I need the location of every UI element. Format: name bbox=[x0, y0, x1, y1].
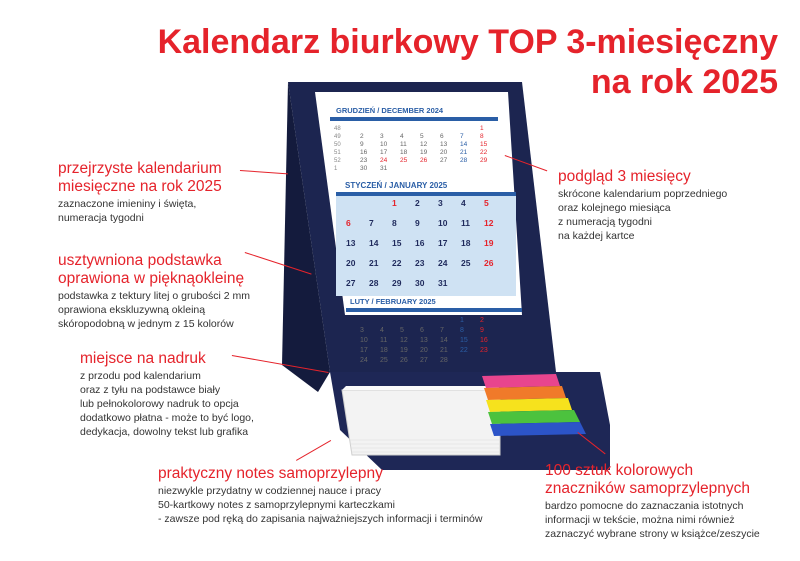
calendar-day: 31 bbox=[438, 278, 448, 288]
month-header-february: LUTY / FEBRUARY 2025 bbox=[350, 297, 436, 306]
feature-text: zaznaczone imieniny i święta, bbox=[58, 198, 197, 210]
calendar-day: 3 bbox=[438, 198, 443, 208]
feature-heading: 100 sztuk kolorowych bbox=[545, 462, 694, 479]
feature-text: oraz z tyłu na podstawce biały bbox=[80, 384, 221, 396]
calendar-day: 7 bbox=[440, 327, 444, 334]
calendar-day: 6 bbox=[420, 327, 424, 334]
feature-print-area bbox=[80, 350, 254, 439]
calendar-day: 15 bbox=[392, 238, 402, 248]
feature-text: bardzo pomocne do zaznaczania istotnych bbox=[545, 500, 744, 512]
feature-stand bbox=[58, 252, 250, 331]
calendar-day: 16 bbox=[415, 238, 425, 248]
calendar-day: 18 bbox=[461, 238, 471, 248]
feature-text: oprawiona ekskluzywną okleiną bbox=[58, 304, 206, 316]
feature-notepad bbox=[158, 465, 482, 526]
calendar-day: 16 bbox=[480, 337, 488, 344]
feature-text: oraz kolejnego miesiąca bbox=[558, 202, 671, 214]
calendar-day: 27 bbox=[346, 278, 356, 288]
calendar-day: 28 bbox=[369, 278, 379, 288]
calendar-day: 5 bbox=[400, 327, 404, 334]
feature-text: numeracja tygodni bbox=[58, 212, 144, 224]
calendar-day: 10 bbox=[360, 337, 368, 344]
calendar-day: 23 bbox=[360, 157, 368, 164]
calendar-day: 12 bbox=[400, 337, 408, 344]
calendar-day: 13 bbox=[440, 141, 448, 148]
feature-heading: miesięczne na rok 2025 bbox=[58, 178, 222, 195]
marker-pink bbox=[482, 374, 560, 388]
calendar-day: 20 bbox=[420, 347, 428, 354]
calendar-day: 20 bbox=[346, 258, 356, 268]
calendar-day: 21 bbox=[369, 258, 379, 268]
page-title-line1: Kalendarz biurkowy TOP 3-miesięczny bbox=[157, 23, 778, 61]
calendar-day: 9 bbox=[360, 141, 364, 148]
calendar-day: 14 bbox=[369, 238, 379, 248]
calendar-day: 24 bbox=[438, 258, 448, 268]
feature-heading: usztywniona podstawka bbox=[58, 252, 222, 269]
calendar-day: 27 bbox=[440, 157, 448, 164]
calendar-day: 3 bbox=[380, 133, 384, 140]
calendar-day: 17 bbox=[380, 149, 388, 156]
calendar-day: 22 bbox=[460, 347, 468, 354]
calendar-day: 11 bbox=[461, 218, 470, 228]
calendar-day: 19 bbox=[420, 149, 428, 156]
calendar-day: 25 bbox=[461, 258, 471, 268]
calendar-day: 5 bbox=[484, 198, 489, 208]
calendar-day: 10 bbox=[380, 141, 388, 148]
calendar-day: 17 bbox=[360, 347, 368, 354]
marker-green bbox=[488, 410, 580, 424]
feature-text: na każdej kartce bbox=[558, 230, 635, 242]
calendar-day: 24 bbox=[360, 357, 368, 364]
week-number: 51 bbox=[334, 150, 341, 156]
calendar-day: 1 bbox=[480, 125, 484, 132]
calendar-day: 13 bbox=[420, 337, 428, 344]
calendar-day: 15 bbox=[460, 337, 468, 344]
calendar-day: 21 bbox=[460, 149, 468, 156]
calendar-day: 7 bbox=[460, 133, 464, 140]
calendar-day: 22 bbox=[480, 149, 488, 156]
calendar-day: 18 bbox=[380, 347, 388, 354]
calendar-day: 12 bbox=[484, 218, 494, 228]
calendar-day: 9 bbox=[415, 218, 420, 228]
month-header-december: GRUDZIEŃ / DECEMBER 2024 bbox=[336, 106, 444, 115]
calendar-day: 15 bbox=[480, 141, 488, 148]
feature-text: podstawka z tektury litej o grubości 2 mm bbox=[58, 290, 250, 302]
calendar-day: 11 bbox=[400, 141, 407, 148]
calendar-day: 11 bbox=[380, 337, 388, 344]
calendar-day: 24 bbox=[380, 157, 388, 164]
calendar-day: 2 bbox=[480, 317, 484, 324]
calendar-day: 14 bbox=[440, 337, 448, 344]
week-header-bar bbox=[330, 117, 498, 121]
sticky-notepad bbox=[342, 390, 500, 455]
calendar-day: 19 bbox=[400, 347, 408, 354]
calendar-day: 14 bbox=[460, 141, 468, 148]
feature-heading: przejrzyste kalendarium bbox=[58, 160, 222, 177]
calendar-day: 29 bbox=[480, 157, 488, 164]
calendar-day: 29 bbox=[392, 278, 402, 288]
calendar-day: 22 bbox=[392, 258, 402, 268]
calendar-day: 3 bbox=[360, 327, 364, 334]
feature-text: 50-kartkowy notes z samoprzylepnymi karteczkami bbox=[158, 499, 395, 511]
calendar-day: 4 bbox=[461, 198, 466, 208]
calendar-day: 25 bbox=[400, 157, 408, 164]
calendar-day: 6 bbox=[440, 133, 444, 140]
calendar-day: 12 bbox=[420, 141, 428, 148]
week-number: 1 bbox=[334, 166, 338, 172]
week-header-bar bbox=[346, 308, 522, 312]
feature-heading: znaczników samoprzylepnych bbox=[545, 480, 751, 497]
feature-text: z przodu pod kalendarium bbox=[80, 370, 201, 382]
week-header-bar bbox=[336, 192, 516, 196]
calendar-day: 23 bbox=[415, 258, 425, 268]
calendar-day: 18 bbox=[400, 149, 408, 156]
week-number: 52 bbox=[334, 158, 341, 164]
marker-orange bbox=[484, 386, 566, 400]
calendar-day: 16 bbox=[360, 149, 368, 156]
calendar-day: 28 bbox=[440, 357, 448, 364]
calendar-day: 10 bbox=[438, 218, 448, 228]
feature-heading: podgląd 3 miesięcy bbox=[558, 168, 691, 185]
calendar-day: 8 bbox=[480, 133, 484, 140]
calendar-day: 23 bbox=[480, 347, 488, 354]
calendar-day: 2 bbox=[360, 133, 364, 140]
calendar-day: 26 bbox=[484, 258, 494, 268]
feature-3-month-preview bbox=[558, 168, 727, 243]
feature-heading: miejsce na nadruk bbox=[80, 350, 206, 367]
calendar-day: 31 bbox=[380, 165, 388, 172]
calendar-day: 1 bbox=[392, 198, 397, 208]
page-title-line2: na rok 2025 bbox=[590, 63, 778, 101]
feature-text: - zawsze pod ręką do zapisania najważniejszych informacji i terminów bbox=[158, 513, 483, 525]
marker-blue bbox=[490, 422, 586, 436]
calendar-day: 27 bbox=[420, 357, 428, 364]
calendar-day: 20 bbox=[440, 149, 448, 156]
marker-yellow bbox=[486, 398, 572, 412]
calendar-day: 19 bbox=[484, 238, 494, 248]
calendar-day: 13 bbox=[346, 238, 356, 248]
calendar-day: 30 bbox=[360, 165, 368, 172]
calendar-day: 26 bbox=[420, 157, 428, 164]
calendar-day: 9 bbox=[480, 327, 484, 334]
calendar-day: 2 bbox=[415, 198, 420, 208]
calendar-day: 26 bbox=[400, 357, 408, 364]
feature-text: skóropodobną w jednym z 15 kolorów bbox=[58, 318, 234, 330]
calendar-day: 5 bbox=[420, 133, 424, 140]
month-header-january: STYCZEŃ / JANUARY 2025 bbox=[345, 181, 448, 190]
feature-text: z numeracją tygodni bbox=[558, 216, 652, 228]
calendar-day: 17 bbox=[438, 238, 448, 248]
feature-text: skrócone kalendarium poprzedniego bbox=[558, 188, 728, 200]
feature-heading: praktyczny notes samoprzylepny bbox=[158, 465, 383, 482]
feature-text: dodatkowo płatna - może to być logo, bbox=[80, 412, 254, 424]
calendar-day: 1 bbox=[460, 317, 464, 324]
calendar-day: 6 bbox=[346, 218, 351, 228]
calendar-day: 4 bbox=[380, 327, 384, 334]
feature-text: niezwykle przydatny w codziennej nauce i pracy bbox=[158, 485, 381, 497]
feature-text: informacji w tekście, można nimi również bbox=[545, 514, 735, 526]
week-number: 48 bbox=[334, 126, 341, 132]
week-number: 49 bbox=[334, 134, 341, 140]
calendar-day: 7 bbox=[369, 218, 374, 228]
week-number: 50 bbox=[334, 142, 341, 148]
calendar-day: 25 bbox=[380, 357, 388, 364]
calendar-day: 4 bbox=[400, 133, 404, 140]
feature-heading: oprawiona w pięknąokleinę bbox=[58, 270, 245, 287]
calendar-day: 8 bbox=[460, 327, 464, 334]
feature-calendarium bbox=[58, 160, 222, 225]
feature-text: dedykacja, dowolny tekst lub grafika bbox=[80, 426, 249, 438]
calendar-day: 30 bbox=[415, 278, 425, 288]
feature-text: lub pełnokolorowy nadruk to opcja bbox=[80, 398, 239, 410]
calendar-day: 8 bbox=[392, 218, 397, 228]
calendar-day: 21 bbox=[440, 347, 448, 354]
feature-markers bbox=[545, 462, 760, 541]
feature-text: zaznaczyć wybrane strony w książce/zeszycie bbox=[545, 528, 760, 540]
calendar-day: 28 bbox=[460, 157, 468, 164]
